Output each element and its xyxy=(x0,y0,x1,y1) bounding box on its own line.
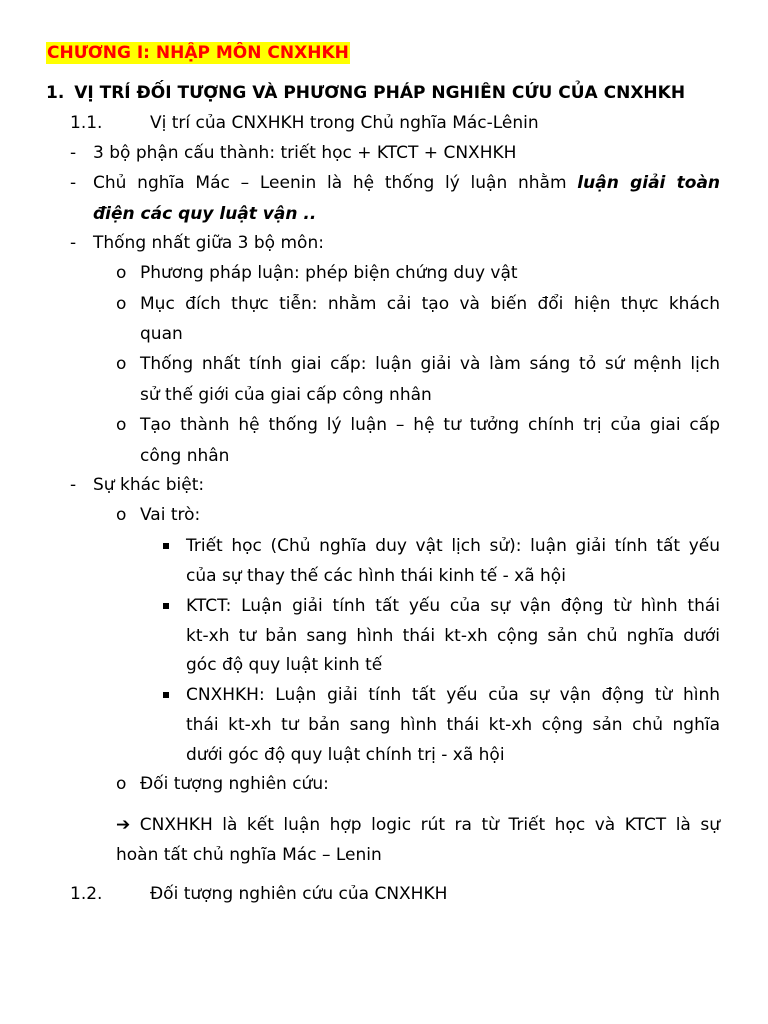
list-item-cont: góc độ quy luật kinh tế xyxy=(186,655,383,675)
list-item: Vai trò: xyxy=(140,505,201,525)
list-item xyxy=(93,172,720,194)
list-item: CNXHKH: Luận giải tính tất yếu của sự vận động từ hình xyxy=(186,685,720,705)
list-item: Tạo thành hệ thống lý luận – hệ tư tưởng chính trị của giai cấp xyxy=(140,415,720,435)
list-item-text: Chủ nghĩa Mác – Leenin là hệ thống lý luận nhằm xyxy=(93,173,567,193)
circle-marker: o xyxy=(116,354,127,374)
square-bullet-icon xyxy=(163,692,169,698)
list-item: Thống nhất giữa 3 bộ môn: xyxy=(93,233,324,253)
conclusion-line xyxy=(116,814,720,836)
list-item-cont: sử thế giới của giai cấp công nhân xyxy=(140,385,432,405)
circle-marker: o xyxy=(116,505,127,525)
circle-marker: o xyxy=(116,263,127,283)
square-bullet-icon xyxy=(163,603,169,609)
list-item-cont: dưới góc độ quy luật chính trị - xã hội xyxy=(186,745,505,765)
circle-marker: o xyxy=(116,415,127,435)
conclusion-cont: hoàn tất chủ nghĩa Mác – Lenin xyxy=(116,845,382,865)
list-item: 3 bộ phận cấu thành: triết học + KTCT + CNXHKH xyxy=(93,143,517,163)
emphasis-text: luận giải toàn xyxy=(577,173,721,193)
circle-marker: o xyxy=(116,294,127,314)
list-item-cont: kt-xh tư bản sang hình thái kt-xh cộng sản chủ nghĩa dưới xyxy=(186,626,720,646)
dash-marker: - xyxy=(70,475,77,495)
dash-marker: - xyxy=(70,143,77,163)
list-item: Phương pháp luận: phép biện chứng duy vật xyxy=(140,263,518,283)
dash-marker: - xyxy=(70,233,77,253)
subsection-title: Vị trí của CNXHKH trong Chủ nghĩa Mác-Lênin xyxy=(150,113,539,133)
square-bullet-icon xyxy=(163,543,169,549)
section-title: VỊ TRÍ ĐỐI TƯỢNG VÀ PHƯƠNG PHÁP NGHIÊN CỨU CỦA CNXHKH xyxy=(74,83,686,103)
list-item: Sự khác biệt: xyxy=(93,475,205,495)
subsection-number: 1.2. xyxy=(70,884,103,904)
list-item-cont: quan xyxy=(140,324,183,344)
list-item: Mục đích thực tiễn: nhằm cải tạo và biến đổi hiện thực khách xyxy=(140,294,720,314)
dash-marker: - xyxy=(70,173,77,193)
subsection-number: 1.1. xyxy=(70,113,103,133)
list-item: Triết học (Chủ nghĩa duy vật lịch sử): luận giải tính tất yếu xyxy=(186,536,720,556)
arrow-icon: ➔ xyxy=(116,815,131,835)
conclusion-text: CNXHKH là kết luận hợp logic rút ra từ Triết học và KTCT là sự xyxy=(139,815,721,835)
emphasis-text: điện các quy luật vận .. xyxy=(93,204,317,224)
list-item-cont: của sự thay thế các hình thái kinh tế - xã hội xyxy=(186,566,566,586)
circle-marker: o xyxy=(116,774,127,794)
chapter-title: CHƯƠNG I: NHẬP MÔN CNXHKH xyxy=(47,43,349,63)
list-item: Đối tượng nghiên cứu: xyxy=(140,774,329,794)
list-item: Thống nhất tính giai cấp: luận giải và làm sáng tỏ sứ mệnh lịch xyxy=(140,354,720,374)
section-heading xyxy=(46,82,685,104)
section-number: 1. xyxy=(46,83,65,103)
list-item-cont: công nhân xyxy=(140,446,230,466)
list-item: KTCT: Luận giải tính tất yếu của sự vận động từ hình thái xyxy=(186,596,720,616)
list-item-cont: thái kt-xh tư bản sang hình thái kt-xh cộng sản chủ nghĩa xyxy=(186,715,720,735)
subsection-title: Đối tượng nghiên cứu của CNXHKH xyxy=(150,884,448,904)
